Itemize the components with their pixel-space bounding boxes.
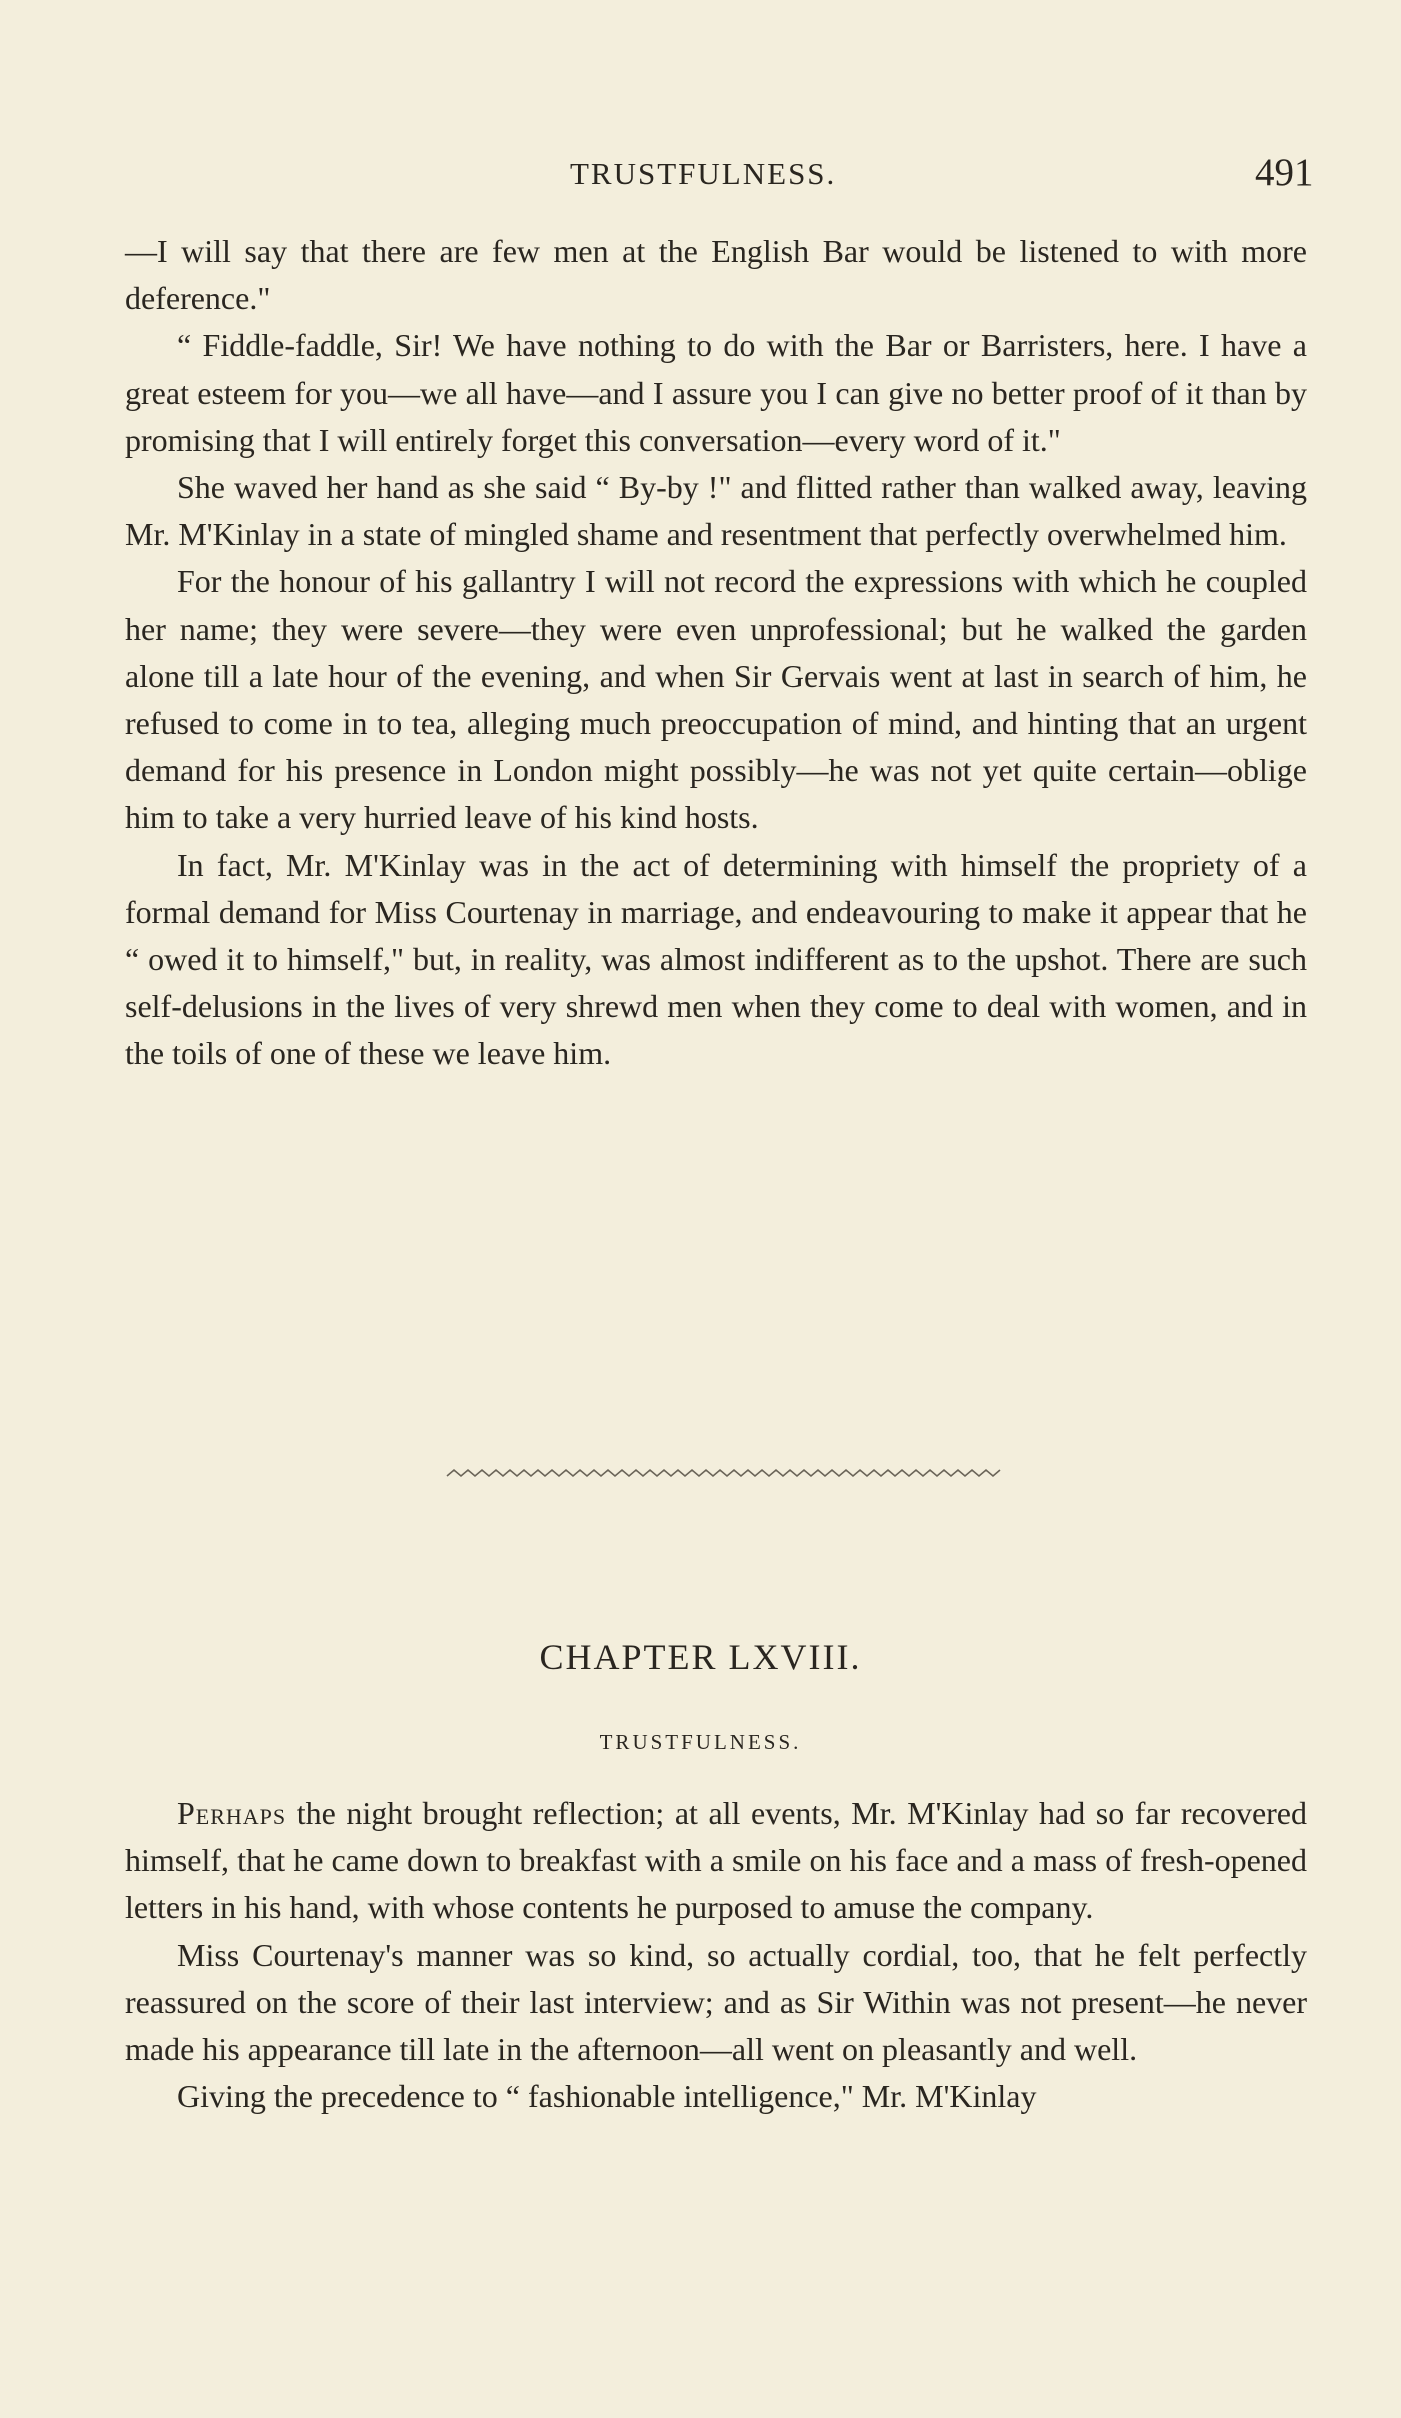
paragraph: —I will say that there are few men at the English Bar would be listened to with more deference." [125,233,1307,317]
paragraph: For the honour of his gallantry I will not record the expressions with which he coupled her name; they were severe—they were even unprofessional; but he walked the garden alone till a late hour of the evening, and when Sir Gervais went at last in search of him, he refused to come in to tea, alleging much preoccupation of mind, and hinting that an urgent demand for his presence in London might possibly—he was not yet quite certain—oblige him to take a very hurried leave of his kind hosts. [125,563,1307,836]
ornamental-divider [445,1466,1005,1480]
paragraph: Giving the precedence to “ fashionable intelligence," Mr. M'Kinlay [177,2078,1037,2115]
chapter-subtitle: TRUSTFULNESS. [599,1730,802,1754]
chapter-title: CHAPTER LXVIII. [539,1637,862,1677]
paragraph: She waved her hand as she said “ By-by !" and flitted rather than walked away, leaving Mr. M'Kinlay in a state of mingled shame and resentment that perfectly overwhelmed him. [125,469,1307,553]
paragraph: “ Fiddle-faddle, Sir! We have nothing to do with the Bar or Barristers, here. I have a great esteem for you—we all have—and I assure you I can give no better proof of it than by promising that I will entirely forget this conversation—every word of it." [125,327,1307,458]
paragraph [125,1790,1307,1932]
paragraph: Miss Courtenay's manner was so kind, so actually cordial, too, that he felt perfectly reassured on the score of their last interview; and as Sir Within was not present—he never made his appearance till late in the afternoon—all went on pleasantly and well. [125,1936,1307,2068]
top-text-block [125,228,1307,1078]
running-head [0,150,1401,200]
bottom-text-block [125,1790,1307,2120]
opening-text: the night brought reflection; at all events, Mr. M'Kinlay had so far recovered himself, that he came down to breakfast with a smile on his face and a mass of fresh-opened letters in his hand, with whose contents he purposed to amuse the company. [125,1795,1307,1926]
paragraph: In fact, Mr. M'Kinlay was in the act of determining with himself the propriety of a formal demand for Miss Courtenay in marriage, and endeavouring to make it appear that he “ owed it to himself," but, in reality, was almost indifferent as to the upshot. There are such self-delusions in the lives of very shrewd men when they come to deal with women, and in the toils of one of these we leave him. [125,846,1307,1072]
page-number: 491 [1255,151,1314,194]
opening-word: Perhaps [177,1795,287,1831]
running-title: TRUSTFULNESS. [570,156,837,191]
